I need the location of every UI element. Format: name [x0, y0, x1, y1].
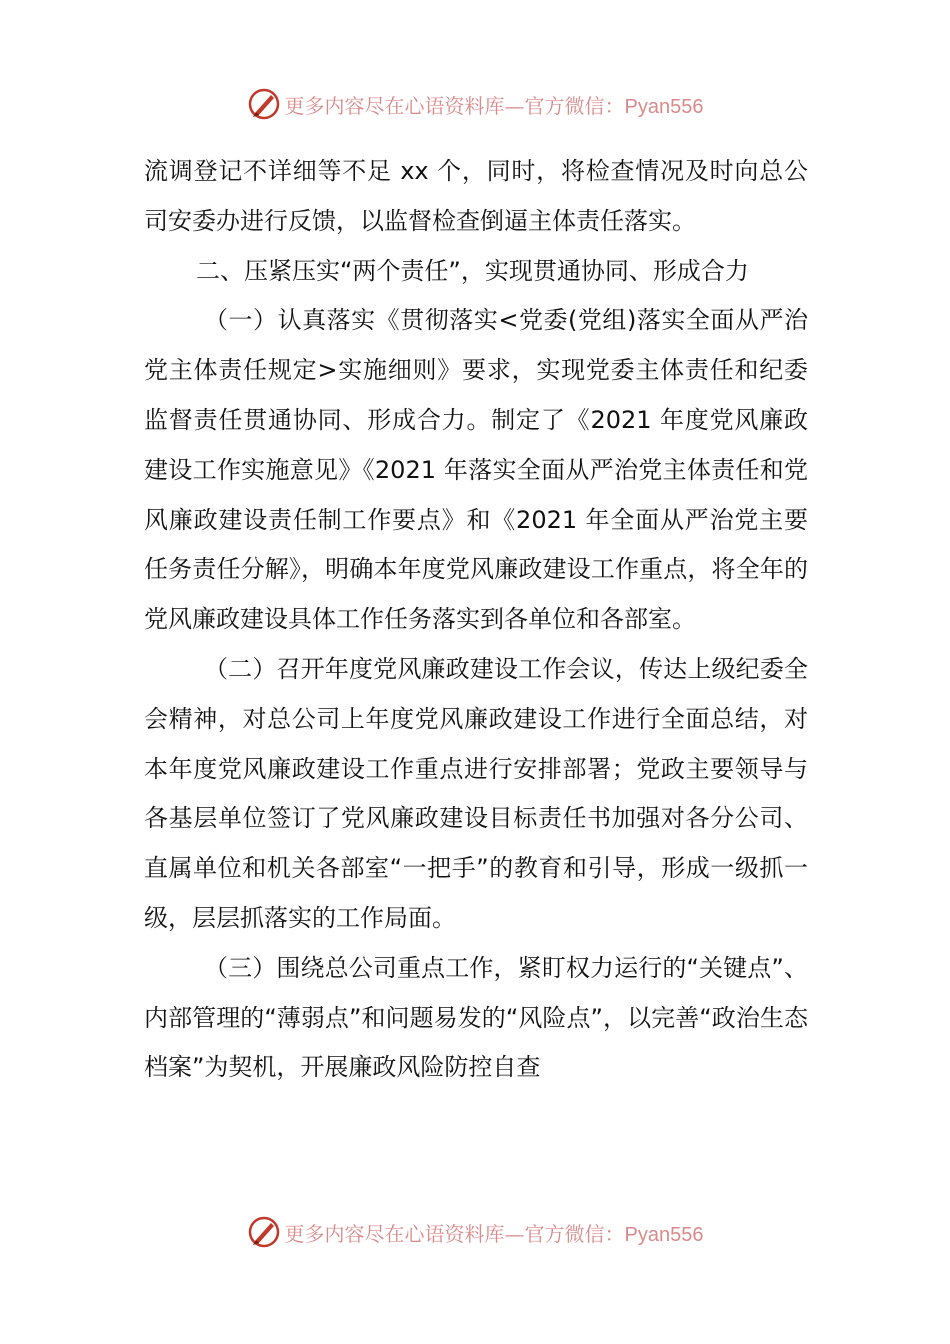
- document-body: [144, 147, 808, 1093]
- paragraph-item-2: （二）召开年度党风廉政建设工作会议，传达上级纪委全会精神，对总公司上年度党风廉政建设工作进行全面总结，对本年度党风廉政建设工作重点进行安排部署；党政主要领导与各基层单位签订了党风廉政建设目标责任书加强对各分公司、直属单位和机关各部室“一把手”的教育和引导，形成一级抓一级，层层抓落实的工作局面。: [144, 654, 808, 932]
- pen-logo-icon: [247, 87, 281, 121]
- watermark-wechat-id: Pyan556: [624, 1223, 704, 1246]
- watermark-text: [285, 90, 704, 119]
- pen-logo-icon: [247, 1215, 281, 1249]
- paragraph-item-3: （三）围绕总公司重点工作，紧盯权力运行的“关键点”、内部管理的“薄弱点”和问题易发的“风险点”，以完善“政治生态档案”为契机，开展廉政风险防控自查: [144, 953, 808, 1082]
- paragraph-1: 流调登记不详细等不足 xx 个，同时，将检查情况及时向总公司安委办进行反馈，以监督检查倒逼主体责任落实。: [144, 157, 808, 235]
- watermark-text: [285, 1218, 704, 1247]
- section-heading-2: 二、压紧压实“两个责任”，实现贯通协同、形成合力: [196, 256, 749, 285]
- watermark-wechat-id: Pyan556: [624, 95, 704, 118]
- footer-watermark: [0, 1212, 950, 1252]
- header-watermark: [0, 84, 950, 124]
- watermark-label: 更多内容尽在心语资料库—官方微信：: [284, 93, 625, 118]
- paragraph-item-1: （一）认真落实《贯彻落实<党委(党组)落实全面从严治党主体责任规定>实施细则》要求，实现党委主体责任和纪委监督责任贯通协同、形成合力。制定了《2021 年度党风廉政建设工作实施意见》《2021 年落实全面从严治党主体责任和党风廉政建设责任制工作要点》和《2021 年全面从严治党主要任务责任分解》，明确本年度党风廉政建设工作重点，将全年的党风廉政建设具体工作任务落实到各单位和各部室。: [144, 306, 808, 634]
- watermark-label: 更多内容尽在心语资料库—官方微信：: [284, 1221, 625, 1246]
